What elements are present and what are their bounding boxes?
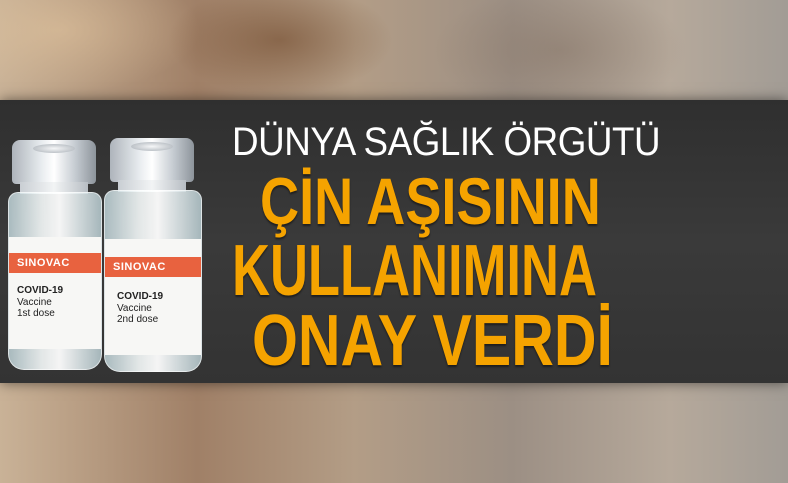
vial-label	[105, 239, 201, 355]
headline-line-3: KULLANIMINA	[232, 231, 597, 311]
product-type: Vaccine	[117, 302, 152, 314]
product-type: Vaccine	[17, 296, 52, 308]
background-bottom	[0, 383, 788, 483]
product-name: COVID-19	[117, 291, 164, 302]
vaccine-vial-2	[104, 138, 200, 372]
headline-line-1: DÜNYA SAĞLIK ÖRGÜTÜ	[232, 120, 661, 164]
brand-label: SINOVAC	[105, 257, 201, 277]
headline-line-4: ONAY VERDİ	[252, 301, 613, 381]
dose-label: 1st dose	[17, 308, 55, 319]
brand-label: SINOVAC	[9, 253, 101, 273]
product-name: COVID-19	[17, 285, 64, 296]
vaccine-vial-1	[8, 140, 100, 370]
background-top	[0, 0, 788, 100]
headline-line-2: ÇİN AŞISININ	[260, 164, 601, 238]
vial-label	[9, 237, 101, 349]
dose-label: 2nd dose	[117, 314, 159, 325]
